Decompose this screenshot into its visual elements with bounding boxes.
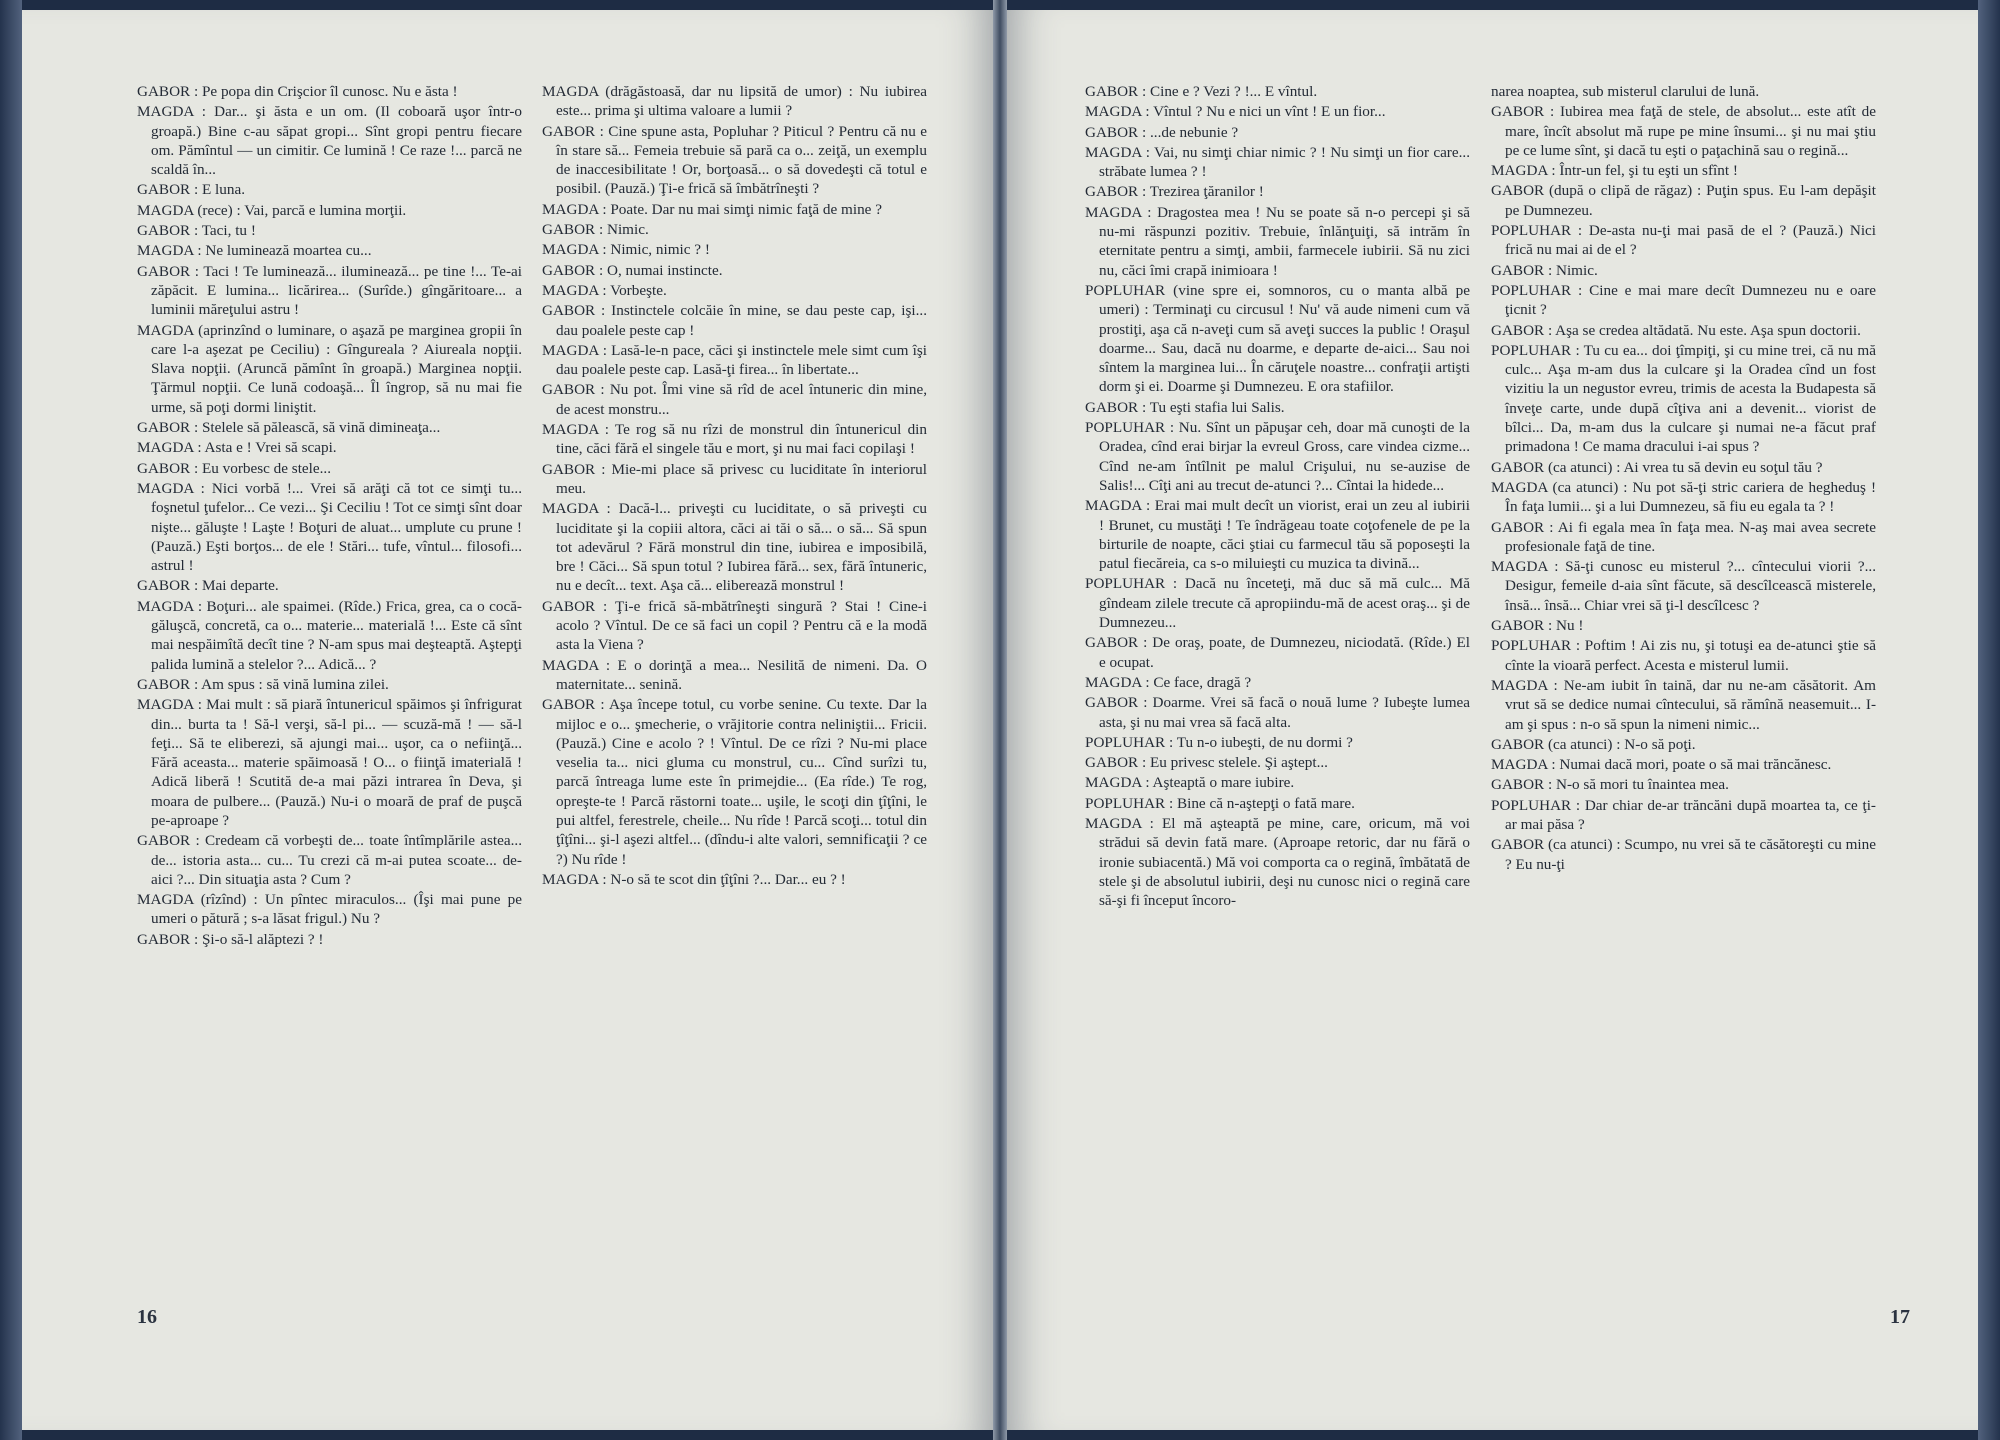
dialogue-line: MAGDA : Vorbeşte. — [542, 281, 667, 299]
dialogue-line: narea noaptea, sub misterul clarului de lună. — [1491, 83, 1760, 100]
dialogue-line: GABOR : Credeam că vorbeşti de... toate întîmplările astea... de... istoria asta... cu... Tu crezi că m-ai putea scoate... de-aici ?... Din situaţia asta ? Cum ? — [137, 832, 522, 888]
dialogue-line: MAGDA : Asta e ! Vrei să scapi. — [137, 439, 337, 457]
book-gutter — [993, 0, 1007, 1440]
dialogue-line: GABOR : Ai fi egala mea în faţa mea. N-aş mai avea secrete profesionale faţă de tine. — [1491, 518, 1876, 555]
dialogue-line: GABOR : Aşa începe totul, cu vorbe senine. Cu texte. Dar la mijloc e o... şmecherie, o vrăjitorie contra neliniştii... Fricii. (Pauză.) Cine e acolo ? ! Vîntul. De ce rîzi ? Nu-mi place veselia ta... nici gluma cu monstrul, cu... Cînd surîzi tu, parcă întreaga lume este în primejdie... (Ea rîde.) Te rog, opreşte-te ! Parcă răstorni toate... uşile, le scoţi din ţîţîni, le pui altfel, ferestrele, cheile... Nu rîde ! Parcă scoţi... totul din ţîţîni... şi-l aşezi altfel... (dîndu-i alte valori, semnificaţii ? ce ?) Nu rîde ! — [542, 696, 927, 868]
dialogue-line: MAGDA : Boţuri... ale spaimei. (Rîde.) Frica, grea, ca o cocă-găluşcă, concretă, ca o... materie... materială !... Este că sînt mai nespăimîtă decît tine ? N-am spus mai deşteaptă. Aştepţi palida lumină a stelelor ?... Adică... ? — [137, 597, 522, 673]
dialogue-line: GABOR : Stelele să pălească, să vină dimineaţa... — [137, 419, 441, 437]
dialogue-line: POPLUHAR : Tu n-o iubeşti, de nu dormi ? — [1085, 733, 1353, 751]
dialogue-line: GABOR : Iubirea mea faţă de stele, de absolut... este atît de mare, încît absolut mă rupe pe mine însumi... şi nu mai ştiu pe ce lume sînt, şi dacă tu eşti o paţachină sau o regină... — [1491, 103, 1876, 159]
page-number-right: 17 — [1890, 1306, 1910, 1328]
dialogue-line: GABOR : Instinctele colcăie în mine, se dau peste cap, işi... dau poalele peste cap ! — [542, 302, 927, 339]
dialogue-line: GABOR : Cine e ? Vezi ? !... E vîntul. — [1085, 83, 1318, 100]
dialogue-line: GABOR : Eu privesc stelele. Şi aştept... — [1085, 754, 1328, 772]
dialogue-line: MAGDA (ca atunci) : Nu pot să-ţi stric cariera de hegheduş ! În faţa lumii... şi a lui Dumnezeu, să fiu eu egala ta ? ! — [1491, 478, 1876, 516]
dialogue-line: GABOR : Cine spune asta, Popluhar ? Piticul ? Pentru că nu e în stare să... Femeia trebuie să pară ca o... zeiţă, un exemplu de inaccesibilitate ! Or, borţoasă... o să dovedeşti că totul e posibil. (Pauză.) Ţi-e frică să îmbătrîneşti ? — [542, 122, 927, 198]
dialogue-line: GABOR : Tu eşti stafia lui Salis. — [1085, 398, 1285, 416]
dialogue-line: MAGDA : Să-ţi cunosc eu misterul ?... cîntecului viorii ?... Desigur, femeile d-aia sînt făcute, să descîlcească misterele, însă... însă... Chiar vrei să ţi-l descîlcesc ? — [1491, 558, 1876, 614]
left-page — [22, 10, 993, 1430]
dialogue-line: GABOR (ca atunci) : Ai vrea tu să devin eu soţul tău ? — [1491, 458, 1823, 476]
dialogue-line: MAGDA : Dar... şi ăsta e un om. (Il coboară uşor într-o groapă.) Bine c-au săpat gropi... Sînt gropi pentru fiecare om. Pămîntul — un cimitir. Ce lumină ! Ce raze !... parcă ne scaldă în... — [137, 103, 522, 179]
dialogue-line: POPLUHAR : Poftim ! Ai zis nu, şi totuşi ea de-atunci ştie să cînte la vioară perfect. Acesta e misterul lumii. — [1491, 637, 1876, 674]
dialogue-line: GABOR : Taci ! Te luminează... iluminează... pe tine !... Te-ai zăpăcit. E lumina... licărirea... (Surîde.) gîngăritoare... a luminii măreţului astru ! — [137, 262, 522, 319]
dialogue-line: MAGDA : Ce face, dragă ? — [1085, 673, 1252, 691]
dialogue-line: POPLUHAR : Nu. Sînt un păpuşar ceh, doar mă cunoşti de la Oradea, cînd erai birjar la evreul Gross, care vindea cizme... Cînd ne-am întîlnit pe malul Crişului, nu se-auzise de Salis!... Cîţi ani au trecut de-atunci ?... Cîntai la hidede... — [1085, 419, 1470, 494]
right-page-column-2 — [1491, 82, 1876, 875]
dialogue-line: MAGDA : Numai dacă mori, poate o să mai trăncănesc. — [1491, 756, 1832, 774]
dialogue-line: MAGDA : Aşteaptă o mare iubire. — [1085, 774, 1295, 792]
dialogue-line: MAGDA : Într-un fel, şi tu eşti un sfînt ! — [1491, 162, 1738, 180]
dialogue-line: MAGDA (rece) : Vai, parcă e lumina morţii. — [137, 201, 407, 219]
dialogue-line: MAGDA : Lasă-le-n pace, căci şi instinctele mele simt cum îşi dau poalele peste cap. Lasă-ţi firea... în libertate... — [542, 341, 927, 379]
dialogue-line: MAGDA (rîzînd) : Un pîntec miraculos... (Îşi mai pune pe umeri o pătură ; s-a lăsat frigul.) Nu ? — [137, 891, 522, 928]
dialogue-line: MAGDA (aprinzînd o luminare, o aşază pe marginea gropii în care l-a aşezat pe Ceciliu) : Gîngureala ? Aiureala nopţii. Slava nopţii. (Aruncă pămînt în groapă.) Marginea nopţii. Ţărmul nopţii. Ce lună codoaşă... Îl îngrop, să nu mai fie urme, să poţi dormi liniştit. — [137, 321, 522, 416]
dialogue-line: GABOR : Ţi-e frică să-mbătrîneşti singură ? Stai ! Cine-i acolo ? Vîntul. De ce să faci un copil ? Pentru că e la modă asta la Viena ? — [542, 597, 927, 654]
dialogue-line: MAGDA : Vîntul ? Nu e nici un vînt ! E un fior... — [1085, 103, 1386, 121]
dialogue-line: GABOR : Aşa se credea altădată. Nu este. Aşa spun doctorii. — [1491, 321, 1861, 339]
dialogue-line: GABOR : N-o să mori tu înaintea mea. — [1491, 776, 1729, 794]
dialogue-line: POPLUHAR (vine spre ei, somnoros, cu o manta albă pe umeri) : Terminaţi cu circusul ! Nu' vă aude nimeni cum vă prostiţi, aşa că n-aveţi cum să aveţi succes la public ! Oraşul doarme... Sau, dacă nu doarme, e departe de-aici... Sau noi sîntem la marginea lui... În căruţele noastre... confraţii artişti dorm şi ei. Doarme şi Dumnezeu. E ora stafiilor. — [1085, 281, 1470, 396]
dialogue-line: GABOR : De oraş, poate, de Dumnezeu, niciodată. (Rîde.) El e ocupat. — [1085, 634, 1470, 671]
dialogue-line: POPLUHAR : Dar chiar de-ar trăncăni după moartea ta, ce ţi-ar mai păsa ? — [1491, 796, 1876, 833]
right-page — [1007, 10, 1978, 1430]
dialogue-line: MAGDA : Vai, nu simţi chiar nimic ? ! Nu simţi un fior care... străbate lumea ? ! — [1085, 143, 1470, 181]
dialogue-line: MAGDA : El mă aşteaptă pe mine, care, oricum, mă voi strădui să devin fată mare. (Aproape retoric, dar nu fără o ironie subiacentă.) Mă voi comporta ca o regină, îmbătată de stele şi de absolutul iubirii, deşi nu cunosc nici o regină care să-şi fi început încoro- — [1085, 814, 1470, 910]
page-number-left: 16 — [137, 1306, 157, 1328]
dialogue-line: GABOR : Nu ! — [1491, 617, 1584, 635]
dialogue-line: GABOR : Am spus : să vină lumina zilei. — [137, 675, 389, 693]
dialogue-line: GABOR : Pe popa din Crişcior îl cunosc. Nu e ăsta ! — [137, 83, 458, 100]
dialogue-line: GABOR : E luna. — [137, 181, 245, 199]
dialogue-line: GABOR : Nu pot. Îmi vine să rîd de acel întuneric din mine, de acest monstru... — [542, 381, 927, 418]
right-page-column-1 — [1085, 82, 1470, 911]
dialogue-line: GABOR (ca atunci) : N-o să poţi. — [1491, 735, 1696, 753]
dialogue-line: MAGDA : Dacă-l... priveşti cu luciditate, o să priveşti cu luciditate şi la copiii altora, căci ai tăi o să... o să... Să spun tot adevărul ? Fără monstrul din tine, iubirea e imposibilă, bre ! Căci... Să spun totul ? Iubirea fără... sex, fără întuneric, nu e decît... text. Aşa că... eliberează monstrul ! — [542, 500, 927, 595]
dialogue-line: GABOR : Mai departe. — [137, 577, 279, 595]
dialogue-line: GABOR : Doarme. Vrei să facă o nouă lume ? Iubeşte lumea asta, şi nu mai vrea să facă alta. — [1085, 694, 1470, 731]
dialogue-line: GABOR : Nimic. — [542, 221, 649, 239]
dialogue-line: MAGDA (drăgăstoasă, dar nu lipsită de umor) : Nu iubirea este... prima şi ultima valoare a lumii ? — [542, 83, 927, 120]
book-cover-edge-right — [1978, 0, 2000, 1440]
dialogue-line: MAGDA : Ne-am iubit în taină, dar nu ne-am căsătorit. Am vrut să se dedice numai cîntecului, să rămînă neasemuit... I-am şi spus : n-o să spun la nimeni nimic... — [1491, 676, 1876, 733]
dialogue-line: GABOR : Trezirea ţăranilor ! — [1085, 183, 1264, 201]
dialogue-line: GABOR (după o clipă de răgaz) : Puţin spus. Eu l-am depăşit pe Dumnezeu. — [1491, 182, 1876, 219]
dialogue-line: POPLUHAR : Tu cu ea... doi ţîmpiţi, şi cu mine trei, că nu mă culc... Aşa m-am dus la culcare şi la Oradea cînd un fost vizitiu la un negustor evreu, trimis de acesta la Budapesta să înveţe carte, unde după cîţiva ani a devenit... viorist de bîlci... Da, m-am dus la culcare şi numai ne-a făcut praf primadona ! Ce mama dracului i-ai spus ? — [1491, 341, 1876, 456]
dialogue-line: GABOR : Mie-mi place să privesc cu luciditate în interiorul meu. — [542, 460, 927, 497]
dialogue-line: MAGDA : N-o să te scot din ţîţîni ?... Dar... eu ? ! — [542, 870, 846, 888]
dialogue-line: POPLUHAR : De-asta nu-ţi mai pasă de el ? (Pauză.) Nici frică nu mai ai de el ? — [1491, 222, 1876, 259]
dialogue-line: GABOR : O, numai instincte. — [542, 261, 723, 279]
dialogue-line: POPLUHAR : Dacă nu înceteţi, mă duc să mă culc... Mă gîndeam zilele trecute că apropiindu-mă de acest oraş... şi de Dumnezeu... — [1085, 575, 1470, 632]
dialogue-line: MAGDA : Poate. Dar nu mai simţi nimic faţă de mine ? — [542, 200, 882, 218]
dialogue-line: POPLUHAR : Cine e mai mare decît Dumnezeu nu e oare ţicnit ? — [1491, 281, 1876, 319]
dialogue-line: MAGDA : Te rog să nu rîzi de monstrul din întunericul din tine, căci fără el singele tău e mort, şi nu mai faci copilaşi ! — [542, 421, 927, 458]
dialogue-line: MAGDA : E o dorinţă a mea... Nesilită de nimeni. Da. O maternitate... senină. — [542, 656, 927, 693]
dialogue-line: MAGDA : Erai mai mult decît un viorist, erai un zeu al iubirii ! Brunet, cu mustăţi ! Te îndrăgeau toate coţofenele de pe la birturile de noapte, căci ştiai cu farmecul tău să poposeşti la patul fiecăreia, ca s-o miluieşti cu muzica ta divină... — [1085, 497, 1470, 573]
dialogue-line: MAGDA : Nici vorbă !... Vrei să arăţi că tot ce simţi tu... foşnetul ţufelor... Ce vezi... Şi Ceciliu ! Tot ce simţi sînt doar nişte... găluşte ! Laşte ! Boţuri de aluat... umplute cu prune ! (Pauză.) Eşti borţos... de ele ! Stări... tufe, vîntul... filosofi... astrul ! — [137, 479, 522, 575]
book-cover-edge-left — [0, 0, 22, 1440]
dialogue-line: GABOR : Nimic. — [1491, 261, 1598, 279]
left-page-column-2 — [542, 82, 927, 890]
dialogue-line: GABOR : Eu vorbesc de stele... — [137, 459, 332, 477]
dialogue-line: POPLUHAR : Bine că n-aştepţi o fată mare. — [1085, 794, 1355, 812]
dialogue-line: MAGDA : Ne luminează moartea cu... — [137, 242, 372, 260]
left-page-column-1 — [137, 82, 522, 950]
dialogue-line: GABOR (ca atunci) : Scumpo, nu vrei să te căsătoreşti cu mine ? Eu nu-ţi — [1491, 836, 1876, 873]
dialogue-line: GABOR : Şi-o să-l alăptezi ? ! — [137, 930, 324, 948]
dialogue-line: MAGDA : Nimic, nimic ? ! — [542, 241, 710, 259]
dialogue-line: MAGDA : Mai mult : să piară întunericul spăimos şi înfrigurat din... burta ta ! Să-l verşi, să-l pi... — scuză-mă ! — să-l feţi... Să te eliberezi, să ajungi mai... uşor, ca o nefiinţă... Fără aceasta... materie spăimoasă ! O... o fiinţă imaterială ! Adică liberă ! Scutită de-a mai păzi intrarea în Deva, şi moara de pulbere... (Pauză.) Nu-i o moară de praf de puşcă pe-aproape ? — [137, 696, 522, 829]
dialogue-line: GABOR : ...de nebunie ? — [1085, 123, 1239, 141]
dialogue-line: GABOR : Taci, tu ! — [137, 222, 256, 240]
dialogue-line: MAGDA : Dragostea mea ! Nu se poate să n-o percepi şi să nu-mi răspunzi pozitiv. Trebuie, înlănţuiţi, să intrăm în eternitate pentru a simţi, ambii, farmecele iubirii. Să nu zici nu, căci îmi crapă inimioara ! — [1085, 203, 1470, 279]
